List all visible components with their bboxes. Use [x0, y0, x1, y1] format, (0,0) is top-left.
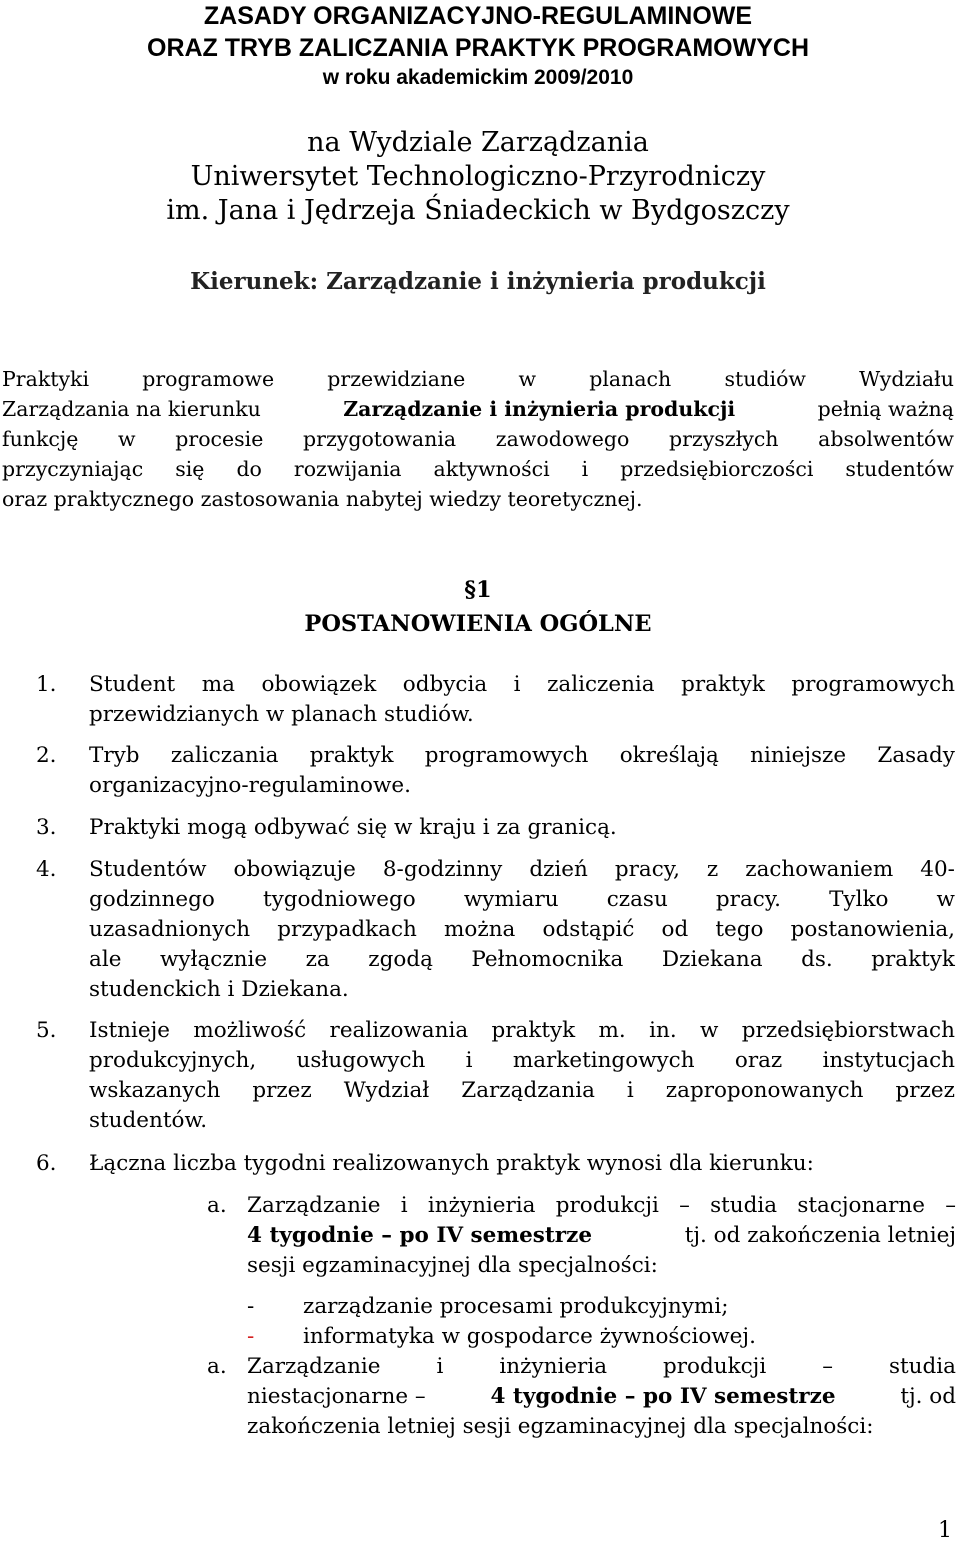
text-word: przedsiębiorstwach: [741, 1018, 955, 1043]
text-word: i: [465, 1048, 473, 1073]
text-word: tj. od zakończenia letniej: [684, 1223, 956, 1248]
text-word: produkcji: [663, 1354, 767, 1379]
text-word: obowiązuje: [233, 857, 356, 882]
text-word: stacjonarne: [797, 1193, 925, 1218]
text-word: wskazanych: [89, 1078, 221, 1103]
text-word: Tryb: [89, 743, 140, 768]
dash-marker: -: [247, 1294, 255, 1319]
item-number: 6.: [36, 1151, 57, 1176]
text-word: i: [581, 457, 589, 481]
text-word: ale: [89, 947, 122, 972]
text-word: i: [436, 1354, 444, 1379]
text-word: tego: [715, 917, 764, 942]
sub-item-line: [247, 1352, 956, 1382]
specialty-item: [247, 1292, 728, 1322]
text-word: przygotowania: [303, 427, 457, 451]
page-number: 1: [938, 1518, 952, 1543]
text-word: –: [945, 1193, 956, 1218]
text-word: do: [236, 457, 262, 481]
sub-list-item: [207, 1191, 958, 1281]
text-word: –: [679, 1193, 690, 1218]
text-word: produkcyjnych,: [89, 1048, 257, 1073]
text-word: Zasady: [877, 743, 955, 768]
text-word: praktyk: [681, 672, 765, 697]
text-word: inżynieria: [499, 1354, 608, 1379]
item-line: [89, 915, 955, 945]
text-word: oraz: [734, 1048, 783, 1073]
text-word: Wydział: [343, 1078, 430, 1103]
text-word: programowe: [142, 367, 275, 391]
text-word: Pełnomocnika: [471, 947, 624, 972]
text-word: w: [118, 427, 136, 451]
intro-line: oraz praktycznego zastosowania nabytej wiedzy teoretycznej.: [2, 487, 643, 511]
text-word: w: [700, 1018, 719, 1043]
text-word: i: [400, 1193, 408, 1218]
text-word: w: [518, 367, 537, 391]
text-word: zachowaniem: [745, 857, 894, 882]
intro-line: [2, 424, 954, 454]
text-word: z: [706, 857, 719, 882]
text-word: Zarządzanie: [247, 1193, 381, 1218]
item-line: Łączna liczba tygodni realizowanych praktyk wynosi dla kierunku:: [89, 1151, 814, 1176]
item-line: [89, 885, 955, 915]
document-title-line-2: ORAZ TRYB ZALICZANIA PRAKTYK PROGRAMOWYCH: [147, 34, 809, 62]
text-word: programowych: [424, 743, 589, 768]
text-word: praktyk: [309, 743, 394, 768]
text-word: planach: [589, 367, 672, 391]
text-word: studia: [710, 1193, 778, 1218]
list-item: [36, 741, 958, 801]
text-word: programowych: [791, 672, 955, 697]
list-item: [36, 1149, 958, 1179]
text-word: 4 tygodnie – po IV semestrze: [247, 1223, 593, 1248]
text-word: od: [661, 917, 689, 942]
text-word: m.: [598, 1018, 626, 1043]
item-line: organizacyjno-regulaminowe.: [89, 773, 411, 798]
text-word: studentów: [845, 457, 954, 481]
sub-item-line: zakończenia letniej sesji egzaminacyjnej dla specjalności:: [247, 1414, 874, 1439]
text-word: przyszłych: [668, 427, 779, 451]
text-word: studiów: [724, 367, 806, 391]
item-line: [89, 1046, 955, 1076]
text-word: i: [626, 1078, 634, 1103]
text-word: usługowych: [296, 1048, 426, 1073]
text-word: Student: [89, 672, 176, 697]
item-line: [89, 670, 955, 700]
intro-line: [2, 364, 954, 394]
item-number: 4.: [36, 857, 57, 882]
text-word: realizowania: [329, 1018, 469, 1043]
text-word: Zarządzanie i inżynieria produkcji: [343, 397, 736, 421]
specialty-item: [247, 1322, 756, 1352]
text-word: 40-: [920, 857, 955, 882]
sub-item-line: sesji egzaminacyjnej dla specjalności:: [247, 1253, 658, 1278]
text-word: marketingowych: [512, 1048, 695, 1073]
university-name-line-1: Uniwersytet Technologiczno-Przyrodniczy: [190, 161, 766, 192]
text-word: inżynieria: [427, 1193, 536, 1218]
item-line: [89, 855, 955, 885]
item-line: [89, 741, 955, 771]
text-word: 8-godzinny: [382, 857, 503, 882]
text-word: Zarządzania na kierunku: [2, 397, 261, 421]
text-word: zaliczenia: [547, 672, 655, 697]
text-word: odstąpić: [542, 917, 635, 942]
document-title-line-1: ZASADY ORGANIZACYJNO-REGULAMINOWE: [203, 2, 753, 30]
text-word: wyłącznie: [159, 947, 268, 972]
text-word: godzinnego: [89, 887, 215, 912]
text-word: praktyk: [491, 1018, 576, 1043]
item-line: [89, 1076, 955, 1106]
text-word: można: [444, 917, 516, 942]
sub-item-letter: a.: [207, 1193, 227, 1218]
text-word: pełnią ważną: [817, 397, 954, 421]
faculty-name: na Wydziale Zarządzania: [307, 127, 649, 158]
text-word: –: [822, 1354, 833, 1379]
dash-marker: -: [247, 1324, 255, 1349]
text-word: niestacjonarne –: [247, 1384, 426, 1409]
item-number: 2.: [36, 743, 57, 768]
text-word: określają: [619, 743, 719, 768]
text-word: możliwość: [193, 1018, 307, 1043]
text-word: przez: [252, 1078, 312, 1103]
sub-item-line: [247, 1191, 956, 1221]
text-word: tj. od: [900, 1384, 956, 1409]
text-word: przewidziane: [327, 367, 466, 391]
section-title: POSTANOWIENIA OGÓLNE: [304, 611, 652, 637]
item-line: studenckich i Dziekana.: [89, 977, 349, 1002]
text-word: rozwijania: [293, 457, 402, 481]
text-word: procesie: [175, 427, 264, 451]
text-word: aktywności: [433, 457, 550, 481]
text-word: praktyk: [871, 947, 955, 972]
item-line: [89, 1016, 955, 1046]
text-word: ds.: [801, 947, 833, 972]
text-word: odbycia: [402, 672, 488, 697]
intro-line: [2, 394, 954, 424]
text-word: zawodowego: [495, 427, 630, 451]
text-word: i: [513, 672, 521, 697]
text-word: absolwentów: [818, 427, 954, 451]
text-word: zaliczania: [170, 743, 279, 768]
text-word: się: [175, 457, 205, 481]
text-word: Wydziału: [859, 367, 954, 391]
text-word: in.: [649, 1018, 677, 1043]
intro-paragraph: [2, 364, 954, 514]
text-word: uzasadnionych: [89, 917, 251, 942]
text-word: Praktyki: [2, 367, 90, 391]
item-number: 5.: [36, 1018, 57, 1043]
text-word: studia: [888, 1354, 956, 1379]
text-word: zgodą: [368, 947, 433, 972]
text-word: w: [936, 887, 955, 912]
university-name-line-2: im. Jana i Jędrzeja Śniadeckich w Bydgoszczy: [166, 195, 790, 226]
item-number: 3.: [36, 815, 57, 840]
text-word: czasu: [606, 887, 668, 912]
sub-list-item: [207, 1352, 958, 1442]
text-word: instytucjach: [822, 1048, 955, 1073]
text-word: Dziekana: [661, 947, 763, 972]
specialty-text: informatyka w gospodarce żywnościowej.: [303, 1324, 756, 1349]
text-word: postanowienia,: [790, 917, 955, 942]
sub-item-letter: a.: [207, 1354, 227, 1379]
text-word: przypadkach: [277, 917, 417, 942]
text-word: zaproponowanych: [665, 1078, 864, 1103]
list-item: [36, 670, 958, 730]
text-word: dzień: [529, 857, 588, 882]
text-word: przyczyniając: [2, 457, 144, 481]
text-word: produkcji: [555, 1193, 659, 1218]
sub-item-line: [247, 1382, 956, 1412]
text-word: funkcję: [2, 427, 79, 451]
item-line: [89, 945, 955, 975]
text-word: Tylko: [829, 887, 889, 912]
text-word: 4 tygodnie – po IV semestrze: [490, 1384, 836, 1409]
text-word: Studentów: [89, 857, 207, 882]
list-item: [36, 813, 958, 843]
section-symbol: §1: [464, 577, 492, 603]
academic-year: w roku akademickim 2009/2010: [322, 66, 634, 89]
list-item: [36, 1016, 958, 1136]
text-word: Zarządzania: [461, 1078, 595, 1103]
specialty-text: zarządzanie procesami produkcyjnymi;: [303, 1294, 729, 1319]
item-line: Praktyki mogą odbywać się w kraju i za granicą.: [89, 815, 617, 840]
item-line: studentów.: [89, 1108, 208, 1133]
text-word: Zarządzanie: [247, 1354, 381, 1379]
text-word: niniejsze: [750, 743, 847, 768]
item-line: przewidzianych w planach studiów.: [89, 702, 474, 727]
study-direction: Kierunek: Zarządzanie i inżynieria produkcji: [190, 268, 766, 295]
text-word: pracy.: [715, 887, 781, 912]
text-word: za: [305, 947, 330, 972]
text-word: wymiaru: [463, 887, 559, 912]
text-word: obowiązek: [261, 672, 377, 697]
text-word: przez: [895, 1078, 955, 1103]
intro-line: [2, 454, 954, 484]
text-word: tygodniowego: [262, 887, 416, 912]
text-word: ma: [201, 672, 235, 697]
sub-item-line: [247, 1221, 956, 1251]
text-word: pracy,: [614, 857, 680, 882]
item-number: 1.: [36, 672, 57, 697]
text-word: Istnieje: [89, 1018, 171, 1043]
list-item: [36, 855, 958, 1005]
text-word: przedsiębiorczości: [620, 457, 814, 481]
